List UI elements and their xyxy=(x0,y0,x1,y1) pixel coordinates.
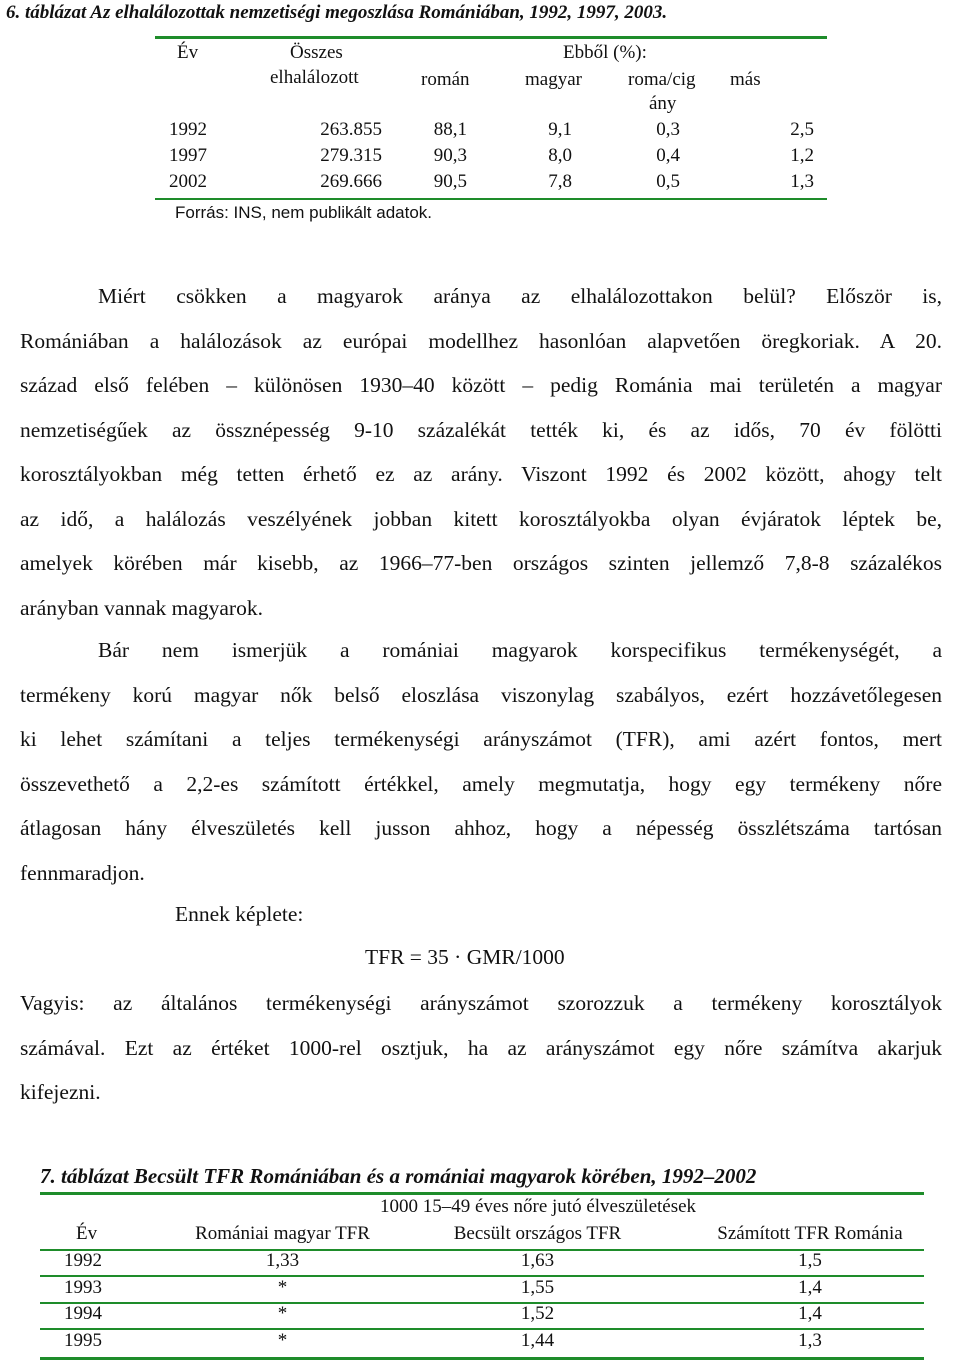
paragraph-line: számával. Ezt az értéket 1000-rel osztjuk, ha az arányszámot egy nőre számítva akarjuk xyxy=(20,1035,942,1060)
paragraph-line: az idő, a halálozás veszélyének jobban kitett korosztályokba olyan évjáratok léptek be, xyxy=(20,506,942,531)
table6-header-osszes-2: elhalálozott xyxy=(270,67,359,88)
table7-cell-magyar: * xyxy=(277,1330,288,1351)
table7-bottom-rule xyxy=(40,1357,924,1360)
table6-cell-osszes: 269.666 xyxy=(320,171,382,192)
table6-cell-mas: 1,3 xyxy=(790,171,814,192)
table7-cell-szamitott: 1,5 xyxy=(798,1250,822,1271)
table7-cell-orszagos: 1,55 xyxy=(520,1277,555,1298)
paragraph-line: ki lehet számítani a teljes termékenységi arányszámot (TFR), ami azért fontos, mert xyxy=(20,727,942,751)
table7-header-szamitott-tfr: Számított TFR Románia xyxy=(717,1223,903,1244)
table6-header-roma-1: roma/cig xyxy=(628,69,696,90)
table6-cell-osszes: 263.855 xyxy=(320,119,382,140)
table6-header-osszes-1: Összes xyxy=(290,42,343,63)
table6-header-roma-2: ány xyxy=(649,93,677,114)
table7-header-orszagos-tfr: Becsült országos TFR xyxy=(453,1223,622,1244)
table6-cell-mas: 2,5 xyxy=(790,119,814,140)
paragraph-3 xyxy=(20,981,942,1115)
table6-cell-ev: 2002 xyxy=(169,171,207,192)
table7-cell-magyar: * xyxy=(277,1277,288,1298)
table6-cell-roman: 88,1 xyxy=(433,119,467,140)
paragraph-line: Romániában a halálozások az európai modellhez hasonlóan alapvetően öregkoriak. A 20. xyxy=(20,328,942,353)
paragraph-line: Miért csökken a magyarok aránya az elhalálozottakon belül? Először is, xyxy=(98,284,942,308)
table7-cell-ev: 1994 xyxy=(64,1303,102,1324)
table6-cell-osszes: 279.315 xyxy=(320,145,382,166)
formula-intro: Ennek képlete: xyxy=(175,902,304,926)
table6-bottom-rule xyxy=(155,198,827,200)
table6-cell-ev: 1997 xyxy=(169,145,207,166)
table6-cell-ev: 1992 xyxy=(169,119,207,140)
table6-cell-magyar: 8,0 xyxy=(548,145,572,166)
table7-cell-ev: 1992 xyxy=(64,1250,102,1271)
table6-top-rule xyxy=(155,36,827,39)
table6-header-mas: más xyxy=(730,69,761,90)
table7-cell-ev: 1993 xyxy=(64,1277,102,1298)
table7-title: 7. táblázat Becsült TFR Romániában és a romániai magyarok körében, 1992–2002 xyxy=(40,1164,757,1188)
paragraph-line: termékeny korú magyar nők belső eloszlása viszonylag szabályos, ezért hozzávetőlegesen xyxy=(20,682,942,707)
paragraph-line: kifejezni. xyxy=(20,1080,101,1104)
table7-cell-szamitott: 1,4 xyxy=(798,1277,822,1298)
paragraph-line: arányban vannak magyarok. xyxy=(20,595,263,620)
paragraph-line: nemzetiségűek az össznépesség 9-10 százalékát tették ki, és az idős, 70 év fölötti xyxy=(20,417,942,442)
paragraph-line: korosztályokban még tetten érhető ez az arány. Viszont 1992 és 2002 között, ahogy telt xyxy=(20,462,942,486)
table7-cell-orszagos: 1,52 xyxy=(520,1303,555,1324)
table7-cell-orszagos: 1,63 xyxy=(520,1250,555,1271)
table7-subheader: 1000 15–49 éves nőre jutó élveszületések xyxy=(380,1196,697,1217)
table6-cell-magyar: 9,1 xyxy=(548,119,572,140)
paragraph-line: amelyek körében már kisebb, az 1966–77-ben országos szinten jellemző 7,8-8 százalékos xyxy=(20,551,942,575)
table6-cell-roma: 0,3 xyxy=(656,119,680,140)
table6-source: Forrás: INS, nem publikált adatok. xyxy=(175,203,433,222)
table6-cell-roman: 90,5 xyxy=(433,171,467,192)
table7-cell-szamitott: 1,4 xyxy=(798,1303,822,1324)
table6-header-magyar: magyar xyxy=(525,69,582,90)
table7-header-ev: Év xyxy=(76,1223,98,1244)
paragraph-line: összevethető a 2,2-es számított értékkel, amely megmutatja, hogy egy termékeny nőre xyxy=(20,771,942,796)
table6-header-roman: román xyxy=(421,69,470,90)
table7-cell-orszagos: 1,44 xyxy=(520,1330,555,1351)
formula: TFR = 35 · GMR/1000 xyxy=(365,945,565,969)
table6-header-ebbol: Ebből (%): xyxy=(563,42,647,63)
table7-cell-magyar: * xyxy=(277,1303,288,1324)
paragraph-line: Vagyis: az általános termékenységi arányszámot szorozzuk a termékeny korosztályok xyxy=(20,991,942,1015)
table6-cell-roman: 90,3 xyxy=(433,145,467,166)
paragraph-line: átlagosan hány élveszületés kell jusson ahhoz, hogy a népesség összlétszáma tartósan xyxy=(20,816,942,840)
table6-header-ev: Év xyxy=(177,42,199,63)
table7-header-magyar-tfr: Romániai magyar TFR xyxy=(195,1223,370,1244)
paragraph-1 xyxy=(20,274,942,630)
table6-cell-magyar: 7,8 xyxy=(548,171,572,192)
paragraph-line: fennmaradjon. xyxy=(20,860,145,885)
paragraph-line: század első felében – különösen 1930–40 között – pedig Románia mai területén a magyar xyxy=(20,373,942,397)
table7-top-rule xyxy=(40,1192,924,1195)
table7-cell-ev: 1995 xyxy=(64,1330,102,1351)
table7-cell-magyar: 1,33 xyxy=(265,1250,300,1271)
paragraph-line: Bár nem ismerjük a romániai magyarok korspecifikus termékenységét, a xyxy=(98,638,942,662)
table6-cell-mas: 1,2 xyxy=(790,145,814,166)
paragraph-2 xyxy=(20,628,942,895)
table7-cell-szamitott: 1,3 xyxy=(798,1330,822,1351)
table6-cell-roma: 0,4 xyxy=(656,145,680,166)
table6-cell-roma: 0,5 xyxy=(656,171,680,192)
table6-title: 6. táblázat Az elhalálozottak nemzetiségi megoszlása Romániában, 1992, 1997, 2003. xyxy=(6,2,668,23)
